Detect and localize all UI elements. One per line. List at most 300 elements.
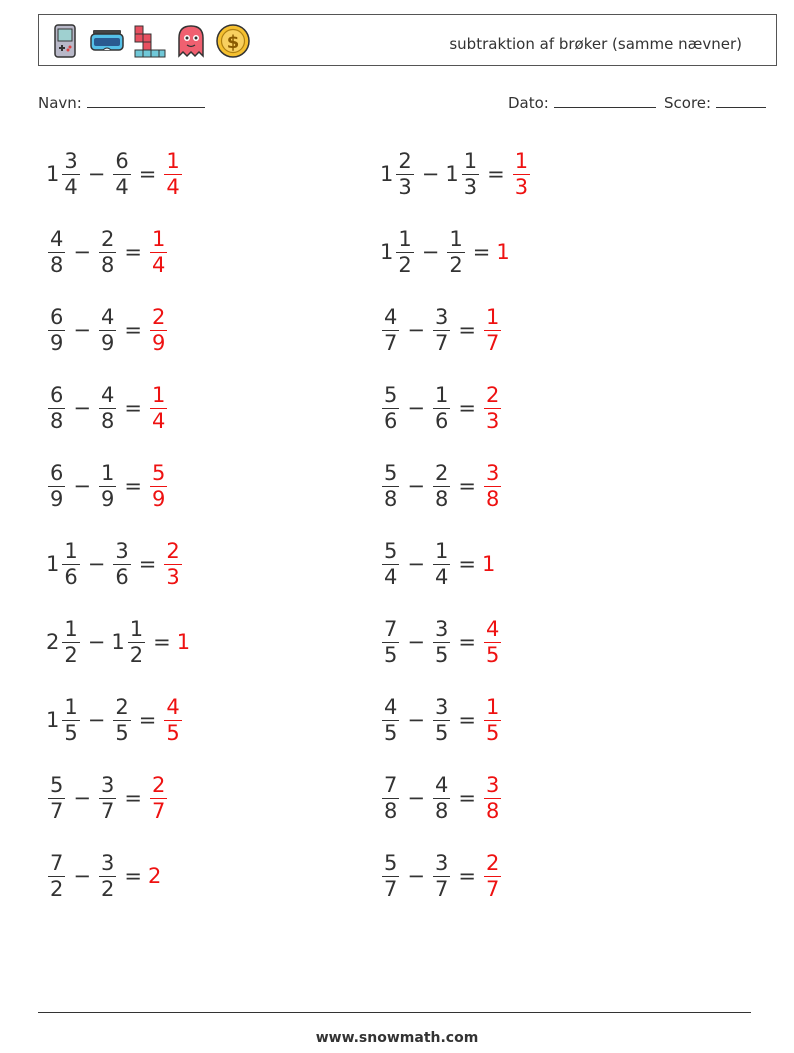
operand (46, 616, 82, 667)
fraction (484, 304, 501, 355)
operand (380, 148, 416, 199)
fraction (48, 772, 65, 823)
whole-number: 2 (46, 630, 60, 654)
answer (148, 864, 162, 888)
answer (148, 304, 169, 355)
denominator: 6 (434, 408, 449, 433)
operand (46, 694, 82, 745)
denominator: 8 (100, 252, 115, 277)
problem-item (46, 222, 169, 282)
equals-sign: = (138, 552, 157, 576)
ghost-icon (173, 22, 209, 60)
fraction (382, 538, 399, 589)
numerator: 7 (50, 850, 64, 875)
operand (46, 304, 67, 355)
operand (111, 538, 132, 589)
problem-item (380, 768, 503, 828)
date-blank[interactable] (554, 93, 656, 108)
fraction (382, 460, 399, 511)
fraction (99, 460, 116, 511)
fraction (164, 538, 181, 589)
operand (46, 772, 67, 823)
operand (46, 460, 67, 511)
name-field[interactable] (38, 93, 205, 112)
denominator: 8 (50, 408, 64, 433)
minus-sign: − (73, 318, 91, 342)
equals-sign: = (472, 240, 491, 264)
denominator: 5 (384, 642, 398, 667)
denominator: 8 (384, 486, 398, 511)
fraction (48, 382, 65, 433)
denominator: 2 (64, 642, 78, 667)
operand (380, 460, 401, 511)
whole-number: 2 (147, 864, 162, 888)
denominator: 7 (151, 798, 166, 823)
equals-sign: = (458, 864, 476, 888)
denominator: 7 (485, 876, 500, 901)
numerator: 1 (463, 148, 478, 173)
problem-item (46, 768, 169, 828)
numerator: 3 (434, 850, 449, 875)
fraction (128, 616, 145, 667)
fraction (396, 226, 413, 277)
numerator: 1 (151, 226, 166, 251)
numerator: 1 (64, 694, 78, 719)
problem-item (46, 612, 191, 672)
name-label: Navn: (38, 94, 82, 112)
operand (380, 616, 401, 667)
numerator: 3 (115, 538, 129, 563)
numerator: 5 (384, 382, 398, 407)
operand (97, 460, 118, 511)
denominator: 5 (166, 720, 180, 745)
minus-sign: − (407, 708, 425, 732)
denominator: 9 (151, 486, 166, 511)
operand (97, 382, 118, 433)
equals-sign: = (124, 786, 142, 810)
numerator: 4 (100, 304, 115, 329)
fraction (433, 772, 450, 823)
footer-url: www.snowmath.com (315, 1030, 479, 1046)
score-field[interactable] (664, 93, 766, 112)
denominator: 5 (64, 720, 78, 745)
denominator: 2 (50, 876, 64, 901)
fraction (164, 148, 181, 199)
date-label: Dato: (508, 94, 549, 112)
denominator: 6 (384, 408, 398, 433)
operand (431, 382, 452, 433)
answer (162, 694, 183, 745)
operand (111, 694, 132, 745)
operand (431, 304, 452, 355)
denominator: 2 (398, 252, 412, 277)
fraction (99, 226, 116, 277)
minus-sign: − (87, 708, 106, 732)
fraction (150, 226, 167, 277)
numerator: 1 (449, 226, 463, 251)
denominator: 8 (384, 798, 398, 823)
problem-item (380, 690, 503, 750)
numerator: 4 (100, 382, 115, 407)
score-blank[interactable] (716, 93, 766, 108)
denominator: 5 (434, 720, 449, 745)
problem-item (380, 456, 503, 516)
operand (445, 226, 466, 277)
minus-sign: − (73, 396, 91, 420)
answer (148, 460, 169, 511)
denominator: 7 (434, 330, 449, 355)
denominator: 3 (485, 408, 500, 433)
operand (46, 850, 67, 901)
minus-sign: − (407, 630, 425, 654)
denominator: 9 (50, 330, 64, 355)
minus-sign: − (73, 786, 91, 810)
fraction (447, 226, 464, 277)
numerator: 3 (100, 772, 115, 797)
operand (111, 616, 147, 667)
denominator: 5 (384, 720, 398, 745)
denominator: 9 (151, 330, 166, 355)
fraction (484, 850, 501, 901)
denominator: 4 (384, 564, 398, 589)
denominator: 8 (485, 486, 500, 511)
numerator: 1 (514, 148, 529, 173)
numerator: 2 (434, 460, 449, 485)
fraction (62, 694, 79, 745)
denominator: 4 (434, 564, 449, 589)
numerator: 1 (434, 382, 449, 407)
equals-sign: = (124, 396, 142, 420)
denominator: 8 (100, 408, 115, 433)
minus-sign: − (73, 474, 91, 498)
operand (111, 148, 132, 199)
numerator: 1 (129, 616, 144, 641)
equals-sign: = (153, 630, 171, 654)
denominator: 9 (100, 330, 115, 355)
fraction (382, 304, 399, 355)
denominator: 3 (463, 174, 478, 199)
fraction (62, 148, 79, 199)
numerator: 4 (166, 694, 180, 719)
fraction (150, 382, 167, 433)
fraction (48, 460, 65, 511)
whole-number: 1 (380, 162, 394, 186)
answer (482, 616, 503, 667)
minus-sign: − (407, 552, 425, 576)
fraction (99, 850, 116, 901)
numerator: 1 (398, 226, 412, 251)
denominator: 4 (151, 252, 166, 277)
equals-sign: = (458, 630, 476, 654)
denominator: 4 (151, 408, 166, 433)
denominator: 5 (485, 642, 500, 667)
fraction (484, 694, 501, 745)
equals-sign: = (458, 786, 476, 810)
operand (380, 850, 401, 901)
answer (162, 148, 183, 199)
numerator: 3 (434, 694, 449, 719)
answer (148, 226, 169, 277)
denominator: 5 (485, 720, 500, 745)
equals-sign: = (487, 162, 505, 186)
operand (380, 382, 401, 433)
problem-item (380, 378, 503, 438)
fraction (433, 538, 450, 589)
numerator: 5 (384, 538, 398, 563)
numerator: 4 (384, 304, 398, 329)
numerator: 1 (485, 694, 500, 719)
problem-item (46, 144, 184, 204)
operand (431, 460, 452, 511)
operand (380, 538, 401, 589)
denominator: 8 (50, 252, 64, 277)
numerator: 2 (485, 850, 500, 875)
answer (482, 460, 503, 511)
fraction (513, 148, 530, 199)
numerator: 6 (50, 304, 64, 329)
numerator: 2 (485, 382, 500, 407)
fraction (484, 382, 501, 433)
answer (496, 240, 510, 264)
fraction (113, 694, 130, 745)
minus-sign: − (421, 162, 440, 186)
operand (46, 538, 82, 589)
denominator: 8 (485, 798, 500, 823)
fraction (62, 538, 79, 589)
denominator: 7 (384, 876, 398, 901)
fraction (113, 538, 130, 589)
numerator: 1 (151, 382, 166, 407)
numerator: 1 (64, 616, 78, 641)
fraction (150, 460, 167, 511)
numerator: 5 (384, 460, 398, 485)
problem-item (380, 534, 496, 594)
answer (148, 382, 169, 433)
whole-number: 1 (46, 708, 60, 732)
fraction (433, 304, 450, 355)
operand (97, 850, 118, 901)
denominator: 7 (434, 876, 449, 901)
numerator: 3 (485, 460, 500, 485)
minus-sign: − (407, 864, 425, 888)
whole-number: 1 (46, 552, 60, 576)
numerator: 2 (151, 772, 166, 797)
numerator: 6 (50, 460, 64, 485)
fraction (99, 772, 116, 823)
denominator: 3 (514, 174, 529, 199)
operand (46, 382, 67, 433)
minus-sign: − (407, 318, 425, 342)
equals-sign: = (458, 708, 476, 732)
numerator: 2 (100, 226, 115, 251)
equals-sign: = (458, 396, 476, 420)
denominator: 4 (115, 174, 129, 199)
numerator: 1 (485, 304, 500, 329)
whole-number: 1 (496, 240, 510, 264)
footer-divider (38, 1012, 751, 1013)
numerator: 3 (434, 616, 449, 641)
operand (431, 850, 452, 901)
minus-sign: − (407, 396, 425, 420)
fraction (382, 772, 399, 823)
fraction (99, 382, 116, 433)
denominator: 3 (398, 174, 412, 199)
fraction (48, 304, 65, 355)
date-field[interactable] (508, 93, 656, 112)
whole-number: 1 (46, 162, 60, 186)
minus-sign: − (407, 786, 425, 810)
answer (177, 630, 191, 654)
problem-item (380, 222, 511, 282)
numerator: 4 (485, 616, 500, 641)
denominator: 4 (64, 174, 78, 199)
minus-sign: − (87, 630, 106, 654)
answer (511, 148, 532, 199)
operand (431, 616, 452, 667)
numerator: 4 (384, 694, 398, 719)
fraction (382, 850, 399, 901)
operand (97, 226, 118, 277)
operand (46, 148, 82, 199)
numerator: 2 (398, 148, 412, 173)
equals-sign: = (138, 708, 157, 732)
problem-item (46, 534, 184, 594)
fraction (382, 694, 399, 745)
numerator: 3 (64, 148, 78, 173)
problem-item (46, 690, 184, 750)
equals-sign: = (458, 552, 476, 576)
minus-sign: − (73, 864, 91, 888)
tetris-blocks-icon (131, 22, 167, 60)
fraction (150, 772, 167, 823)
fraction (433, 616, 450, 667)
numerator: 4 (50, 226, 64, 251)
minus-sign: − (73, 240, 91, 264)
numerator: 3 (485, 772, 500, 797)
denominator: 2 (449, 252, 463, 277)
numerator: 5 (384, 850, 398, 875)
whole-number: 1 (380, 240, 394, 264)
problem-item (46, 846, 162, 906)
page-title: subtraktion af brøker (samme nævner) (449, 35, 742, 53)
fraction (433, 382, 450, 433)
denominator: 6 (64, 564, 78, 589)
fraction (433, 460, 450, 511)
fraction (382, 616, 399, 667)
whole-number: 1 (111, 630, 125, 654)
denominator: 8 (434, 798, 449, 823)
numerator: 1 (64, 538, 78, 563)
fraction (99, 304, 116, 355)
fraction (48, 850, 65, 901)
header-icons (47, 21, 251, 61)
whole-number: 1 (445, 162, 459, 186)
answer (162, 538, 183, 589)
operand (46, 226, 67, 277)
denominator: 5 (434, 642, 449, 667)
fraction (382, 382, 399, 433)
fraction (462, 148, 479, 199)
denominator: 7 (50, 798, 64, 823)
operand (380, 304, 401, 355)
problem-item (380, 846, 503, 906)
problem-item (46, 456, 169, 516)
numerator: 3 (434, 304, 449, 329)
denominator: 7 (485, 330, 500, 355)
equals-sign: = (458, 474, 476, 498)
answer (148, 772, 169, 823)
fraction (484, 460, 501, 511)
numerator: 5 (151, 460, 166, 485)
numerator: 6 (115, 148, 129, 173)
svg-text:$: $ (226, 32, 240, 53)
problem-item (46, 378, 169, 438)
operand (431, 694, 452, 745)
fraction (164, 694, 181, 745)
operand (431, 538, 452, 589)
name-blank[interactable] (87, 93, 205, 108)
operand (445, 148, 481, 199)
fraction (396, 148, 413, 199)
problem-item (380, 300, 503, 360)
operand (380, 226, 416, 277)
minus-sign: − (87, 552, 106, 576)
operand (431, 772, 452, 823)
answer (482, 382, 503, 433)
denominator: 2 (100, 876, 115, 901)
denominator: 7 (100, 798, 115, 823)
fraction (62, 616, 79, 667)
numerator: 1 (166, 148, 180, 173)
denominator: 9 (50, 486, 64, 511)
answer (482, 694, 503, 745)
numerator: 7 (384, 616, 398, 641)
whole-number: 1 (481, 552, 496, 576)
equals-sign: = (124, 864, 142, 888)
fraction (484, 616, 501, 667)
problem-item (380, 612, 503, 672)
whole-number: 1 (176, 630, 191, 654)
fraction (113, 148, 130, 199)
dollar-coin-icon (215, 22, 251, 60)
equals-sign: = (124, 240, 142, 264)
denominator: 3 (166, 564, 180, 589)
vr-headset-icon (89, 22, 125, 60)
equals-sign: = (124, 474, 142, 498)
equals-sign: = (138, 162, 157, 186)
numerator: 1 (100, 460, 115, 485)
worksheet-header (38, 14, 777, 66)
numerator: 4 (434, 772, 449, 797)
problem-item (380, 144, 532, 204)
numerator: 2 (151, 304, 166, 329)
denominator: 4 (166, 174, 180, 199)
operand (380, 772, 401, 823)
denominator: 6 (115, 564, 129, 589)
numerator: 6 (50, 382, 64, 407)
operand (97, 304, 118, 355)
score-label: Score: (664, 94, 712, 112)
minus-sign: − (407, 474, 425, 498)
numerator: 5 (50, 772, 64, 797)
answer (482, 304, 503, 355)
numerator: 2 (115, 694, 129, 719)
numerator: 1 (434, 538, 449, 563)
answer (482, 850, 503, 901)
gameboy-icon (47, 22, 83, 60)
answer (482, 772, 503, 823)
denominator: 9 (100, 486, 115, 511)
